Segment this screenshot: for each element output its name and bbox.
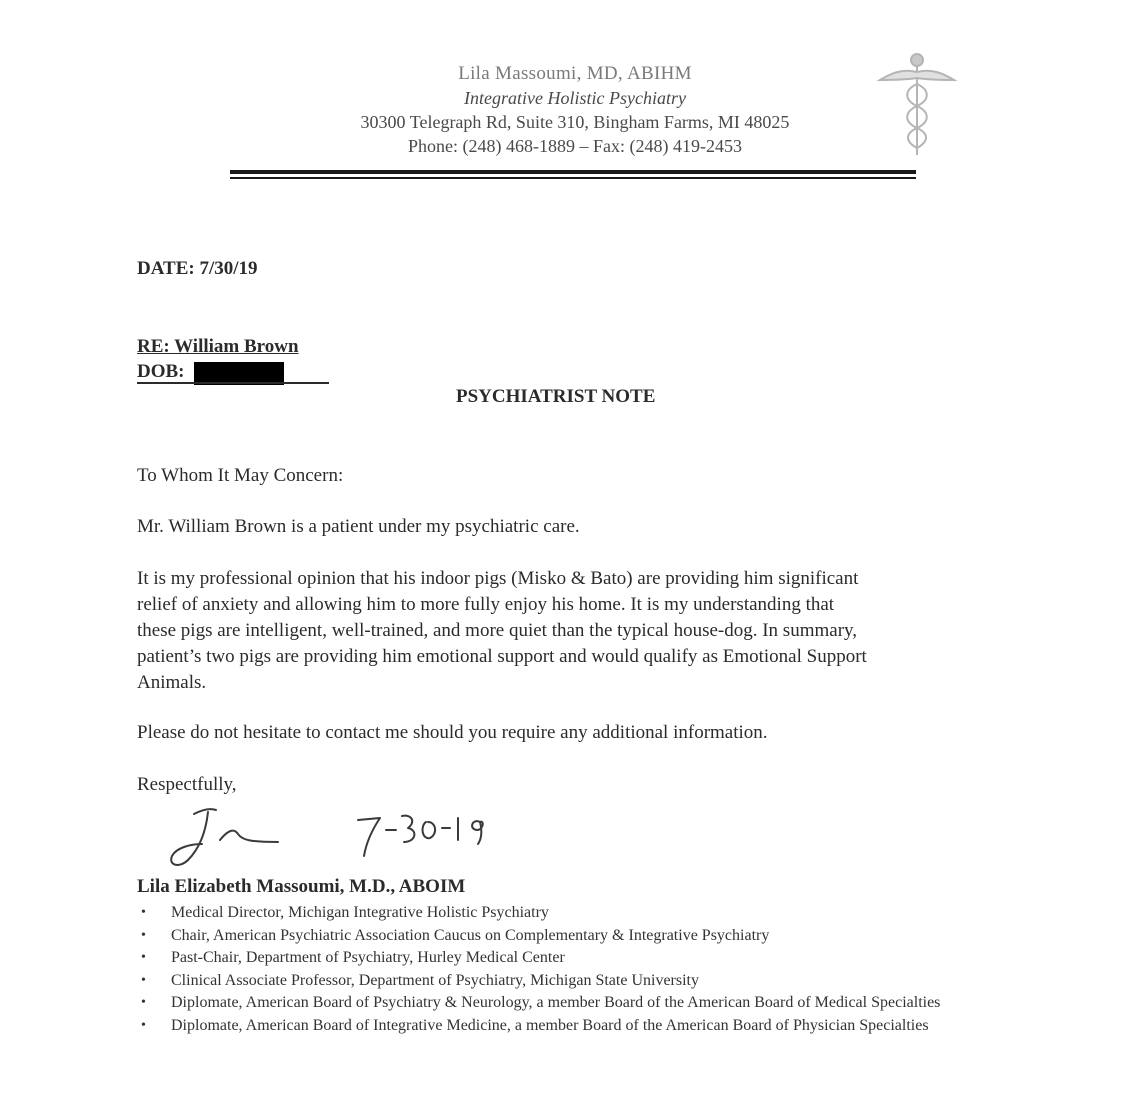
letterhead	[230, 62, 920, 158]
paragraph-3: Please do not hesitate to contact me should you require any additional information.	[137, 722, 768, 743]
credential-item: • Chair, American Psychiatric Association Caucus on Complementary & Integrative Psychiatry	[137, 925, 1017, 948]
note-title: PSYCHIATRIST NOTE	[456, 386, 656, 407]
letterhead-rule-thick	[230, 170, 916, 174]
signer-name: Lila Elizabeth Massoumi, M.D., ABOIM	[137, 876, 466, 897]
letterhead-name: Lila Massoumi, MD, ABIHM	[458, 63, 692, 84]
date-line: DATE: 7/30/19	[137, 258, 258, 279]
letterhead-phone-fax: Phone: (248) 468-1889 – Fax: (248) 419-2453	[408, 136, 742, 156]
paragraph-2-line: relief of anxiety and allowing him to more fully enjoy his home. It is my understanding that	[137, 594, 835, 615]
handwritten-signature	[150, 800, 530, 880]
letterhead-address: 30300 Telegraph Rd, Suite 310, Bingham Farms, MI 48025	[360, 112, 790, 132]
dob-underline	[137, 382, 329, 384]
paragraph-2	[137, 566, 1017, 696]
paragraph-1: Mr. William Brown is a patient under my psychiatric care.	[137, 516, 580, 537]
paragraph-2-line: It is my professional opinion that his indoor pigs (Misko & Bato) are providing him significant	[137, 568, 859, 589]
dob-label: DOB:	[137, 361, 185, 382]
paragraph-2-line: patient’s two pigs are providing him emotional support and would qualify as Emotional Support	[137, 646, 867, 667]
paragraph-2-line: Animals.	[137, 672, 207, 693]
salutation: To Whom It May Concern:	[137, 465, 344, 486]
credential-item: • Diplomate, American Board of Psychiatry & Neurology, a member Board of the American Board of Medical Specialties	[137, 992, 1017, 1015]
re-line: RE: William Brown	[137, 336, 299, 357]
credential-item: • Diplomate, American Board of Integrative Medicine, a member Board of the American Board of Physician Specialties	[137, 1015, 1017, 1038]
closing: Respectfully,	[137, 774, 237, 795]
caduceus-icon	[872, 50, 962, 160]
credential-item: • Past-Chair, Department of Psychiatry, Hurley Medical Center	[137, 947, 1017, 970]
credential-item: • Clinical Associate Professor, Department of Psychiatry, Michigan State University	[137, 970, 1017, 993]
letterhead-rule-thin	[230, 177, 916, 179]
credentials-list	[137, 902, 1017, 1037]
paragraph-2-line: these pigs are intelligent, well-trained, and more quiet than the typical house-dog. In summary,	[137, 620, 858, 641]
letterhead-practice: Integrative Holistic Psychiatry	[464, 88, 686, 108]
credential-item: • Medical Director, Michigan Integrative Holistic Psychiatry	[137, 902, 1017, 925]
